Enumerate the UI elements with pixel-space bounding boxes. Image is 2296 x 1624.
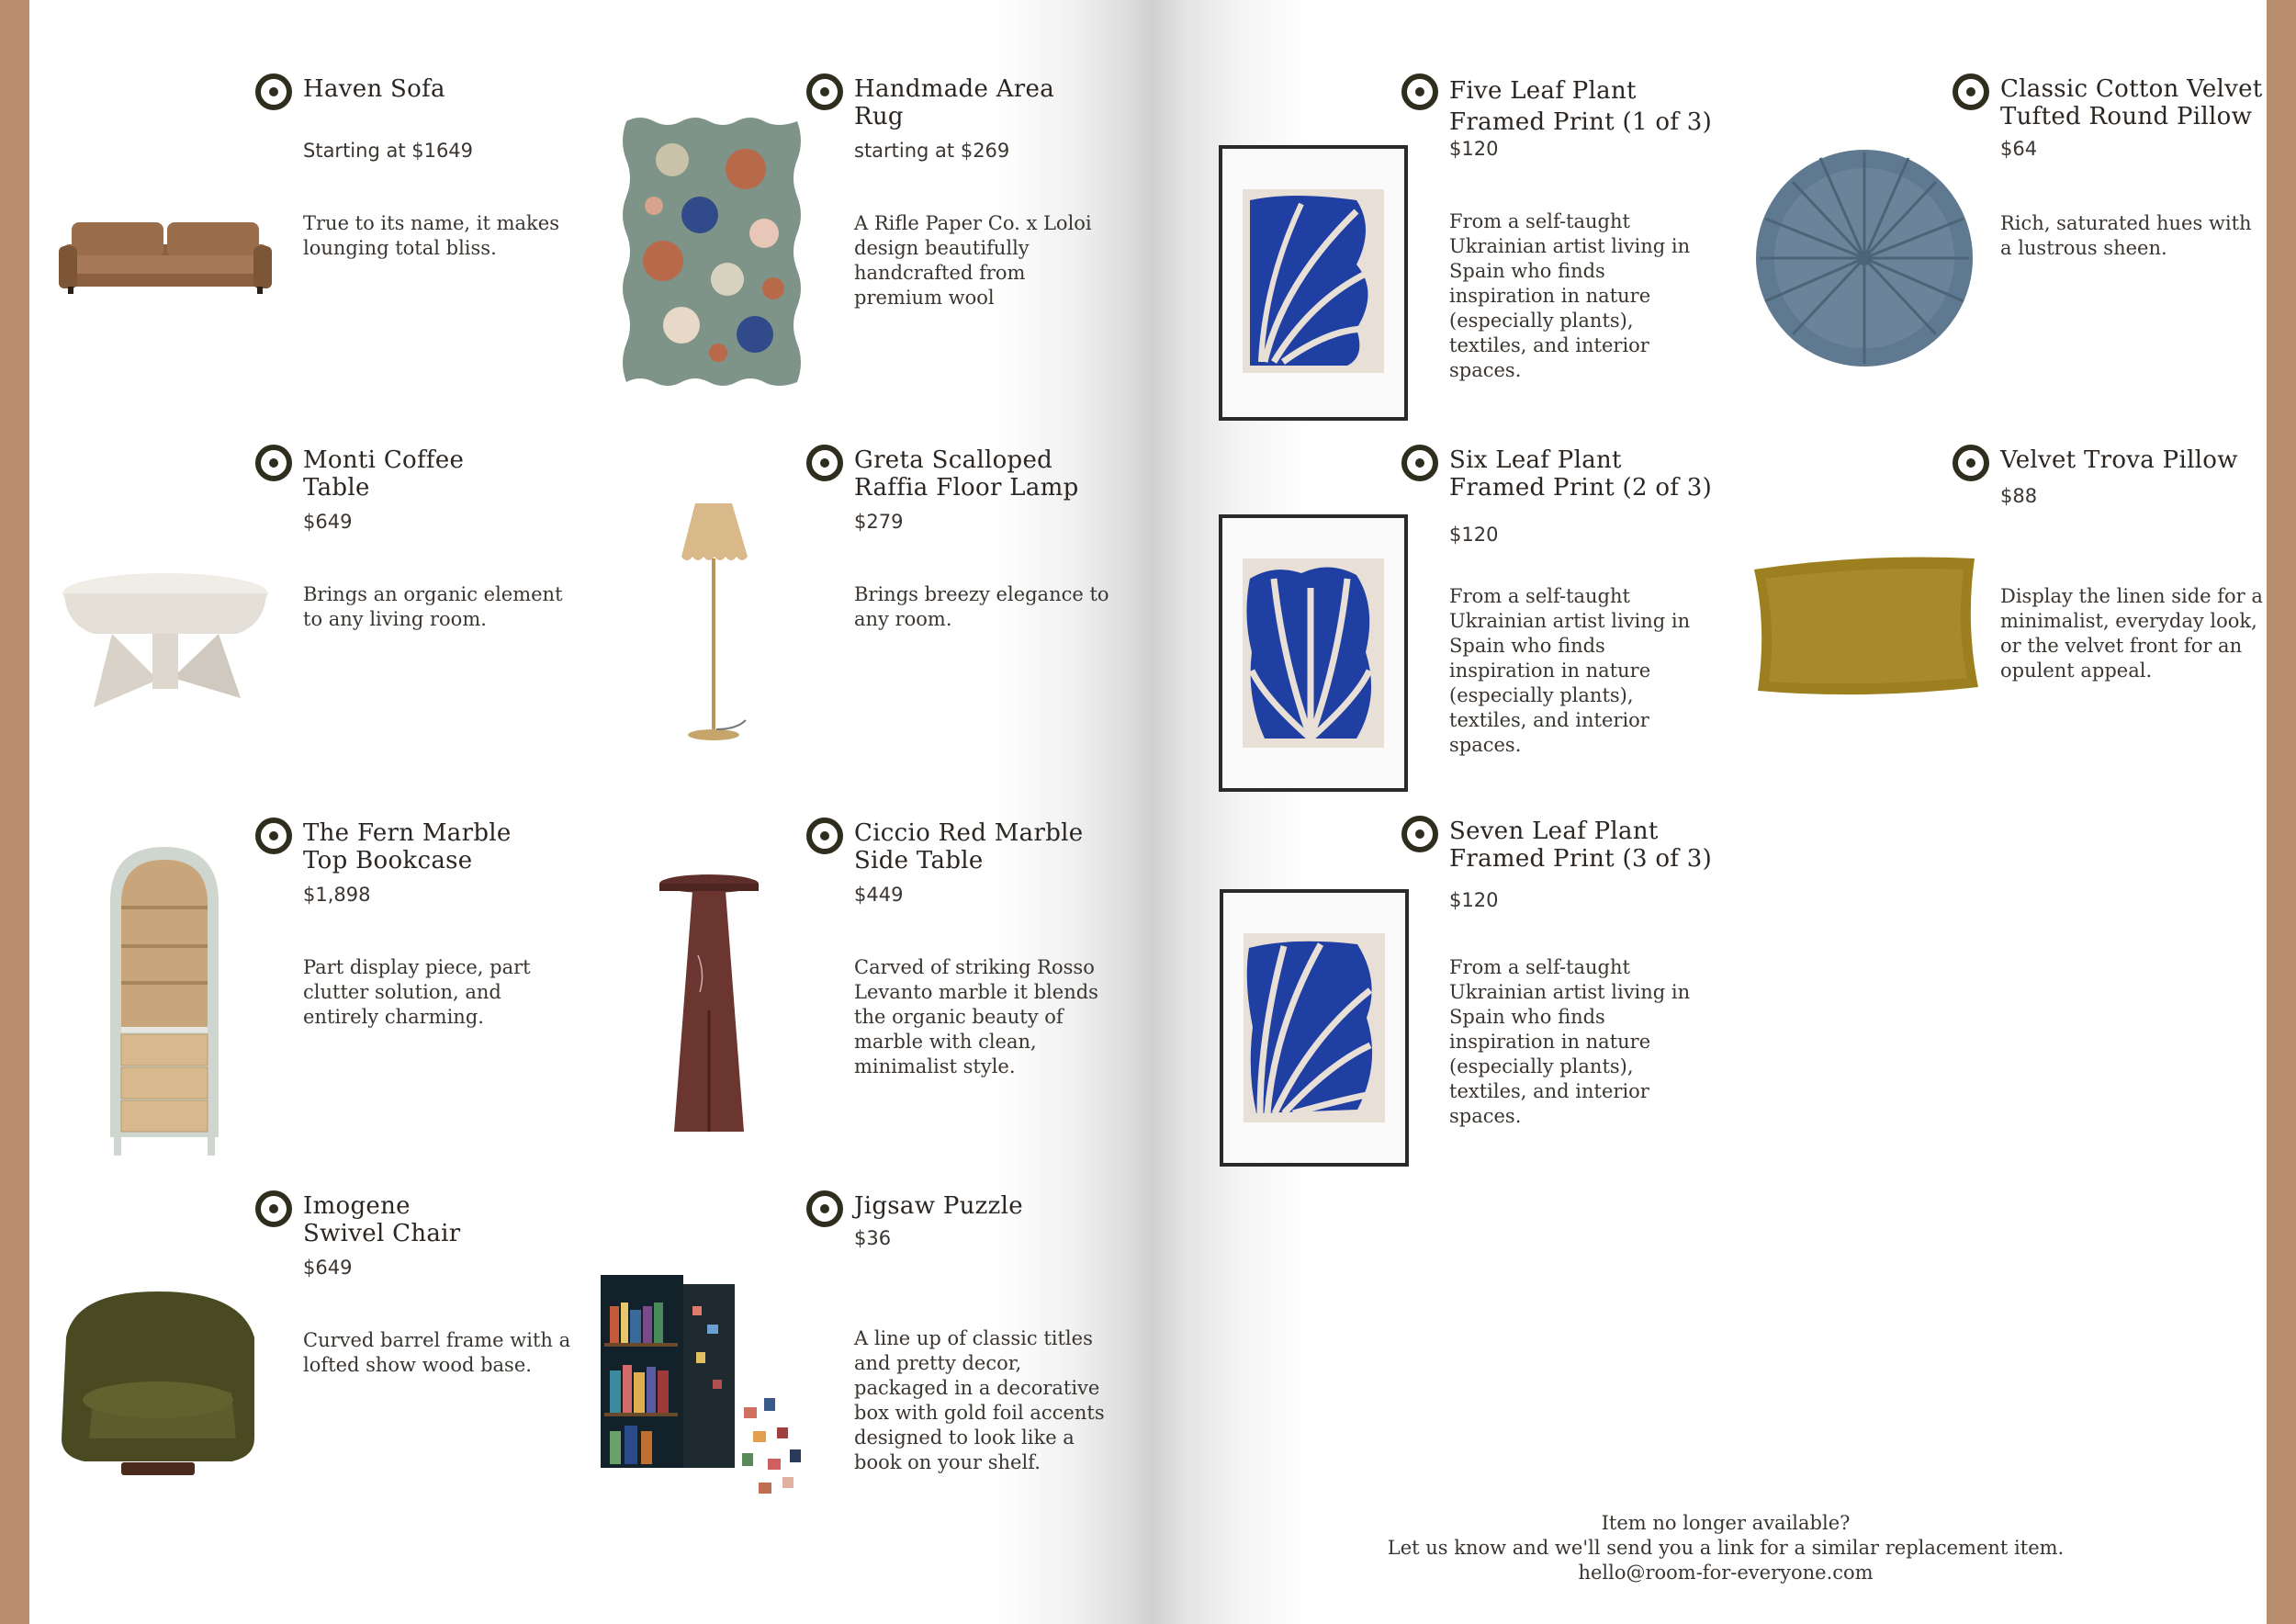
product-name: Monti Coffee Table (303, 446, 465, 502)
product-description: Curved barrel frame with a lofted show wood base. (303, 1329, 571, 1376)
product-description: From a self-taught Ukrainian artist living in Spain who finds inspiration in nature (especially plants), textiles, and interior spaces. (1449, 956, 1691, 1127)
product-description: A line up of classic titles and pretty decor, packaged in a decorative box with gold foil accents designed to look like a book on your shelf. (854, 1327, 1105, 1473)
product-imogene-swivel-chair[interactable] (255, 1190, 604, 1411)
jigsaw-puzzle-image (597, 1269, 817, 1508)
product-haven-sofa[interactable] (255, 73, 604, 367)
bullet-marker-icon (255, 818, 292, 854)
six-leaf-print-image (1219, 514, 1408, 792)
round-pillow-image (1752, 145, 1976, 371)
product-six-leaf-print[interactable] (1401, 445, 1750, 757)
product-description: Part display piece, part clutter solution, and entirely charming. (303, 956, 531, 1028)
bullet-marker-icon (1953, 445, 1989, 481)
product-ciccio-side-table[interactable] (806, 818, 1152, 1093)
product-greta-floor-lamp[interactable] (806, 445, 1152, 683)
product-name: Imogene Swivel Chair (303, 1192, 461, 1247)
seven-leaf-print-image (1220, 889, 1409, 1167)
product-name: The Fern Marble Top Bookcase (303, 819, 512, 874)
floor-lamp-image (663, 500, 764, 748)
product-description: From a self-taught Ukrainian artist living in Spain who finds inspiration in nature (especially plants), textiles, and interior spaces. (1449, 585, 1691, 756)
area-rug-image (617, 114, 806, 389)
product-description: True to its name, it makes lounging total bliss. (303, 212, 559, 259)
product-name: Ciccio Red Marble Side Table (854, 819, 1084, 874)
product-monti-coffee-table[interactable] (255, 445, 604, 683)
swivel-chair-image (48, 1282, 268, 1479)
bullet-marker-icon (255, 73, 292, 110)
product-name: Classic Cotton Velvet Tufted Round Pillow (2000, 75, 2263, 130)
replacement-notice (1152, 1511, 2296, 1585)
product-description: Carved of striking Rosso Levanto marble it blends the organic beauty of marble with clean, minimalist style. (854, 956, 1098, 1077)
product-name: Six Leaf Plant Framed Print (2 of 3) (1449, 446, 1713, 502)
product-handmade-area-rug[interactable] (806, 73, 1152, 349)
product-price: $649 (303, 511, 353, 533)
product-velvet-trova-pillow[interactable] (1953, 445, 2267, 720)
product-name: Seven Leaf Plant Framed Print (3 of 3) (1449, 818, 1713, 873)
bullet-marker-icon (1401, 73, 1438, 110)
bullet-marker-icon (806, 1190, 843, 1227)
product-five-leaf-print[interactable] (1401, 73, 1750, 381)
product-name: Velvet Trova Pillow (2000, 446, 2238, 474)
product-name: Jigsaw Puzzle (854, 1192, 1023, 1220)
product-price: $64 (2000, 138, 2038, 160)
product-price: $649 (303, 1257, 353, 1279)
bullet-marker-icon (1401, 816, 1438, 852)
product-name: Five Leaf Plant Framed Print (1 of 3) (1449, 77, 1713, 136)
product-price: $120 (1449, 889, 1499, 911)
side-table-image (656, 873, 762, 1139)
product-price: $279 (854, 511, 904, 533)
bullet-marker-icon (806, 445, 843, 481)
product-price: $88 (2000, 485, 2038, 507)
bullet-marker-icon (806, 73, 843, 110)
footer-line-2: Let us know and we'll send you a link for a similar replacement item. (1387, 1537, 2065, 1559)
product-name: Greta Scalloped Raffia Floor Lamp (854, 446, 1079, 502)
product-price: starting at $269 (854, 140, 1010, 162)
product-seven-leaf-print[interactable] (1401, 816, 1750, 1128)
contact-email-link[interactable]: hello@room-for-everyone.com (1578, 1562, 1874, 1584)
bullet-marker-icon (806, 818, 843, 854)
product-name: Haven Sofa (303, 75, 445, 103)
product-price: $120 (1449, 524, 1499, 546)
product-description: A Rifle Paper Co. x Loloi design beautifully handcrafted from premium wool (854, 212, 1092, 309)
bullet-marker-icon (255, 1190, 292, 1227)
five-leaf-print-image (1219, 145, 1408, 421)
product-round-velvet-pillow[interactable] (1953, 73, 2267, 349)
bullet-marker-icon (1953, 73, 1989, 110)
product-description: From a self-taught Ukrainian artist living in Spain who finds inspiration in nature (especially plants), textiles, and interior spaces. (1449, 210, 1691, 381)
sofa-image (55, 211, 276, 303)
product-name: Handmade Area Rug (854, 75, 1055, 130)
product-description: Brings an organic element to any living room. (303, 583, 563, 630)
product-description: Brings breezy elegance to any room. (854, 583, 1109, 630)
footer-line-1: Item no longer available? (1601, 1512, 1851, 1534)
product-price: $36 (854, 1227, 892, 1249)
product-price: Starting at $1649 (303, 140, 474, 162)
trova-pillow-image (1749, 553, 1980, 696)
product-price: $449 (854, 884, 904, 906)
product-jigsaw-puzzle[interactable] (806, 1190, 1152, 1484)
bookcase-image (105, 843, 224, 1157)
coffee-table-image (57, 570, 274, 716)
product-fern-bookcase[interactable] (255, 818, 604, 1056)
product-description: Rich, saturated hues with a lustrous sheen. (2000, 212, 2252, 259)
catalog-page-right (1152, 0, 2267, 1624)
bullet-marker-icon (1401, 445, 1438, 481)
bullet-marker-icon (255, 445, 292, 481)
product-price: $1,898 (303, 884, 371, 906)
product-price: $120 (1449, 138, 1499, 160)
product-description: Display the linen side for a minimalist, everyday look, or the velvet front for an opulent appeal. (2000, 585, 2263, 682)
catalog-page-left (29, 0, 1152, 1624)
